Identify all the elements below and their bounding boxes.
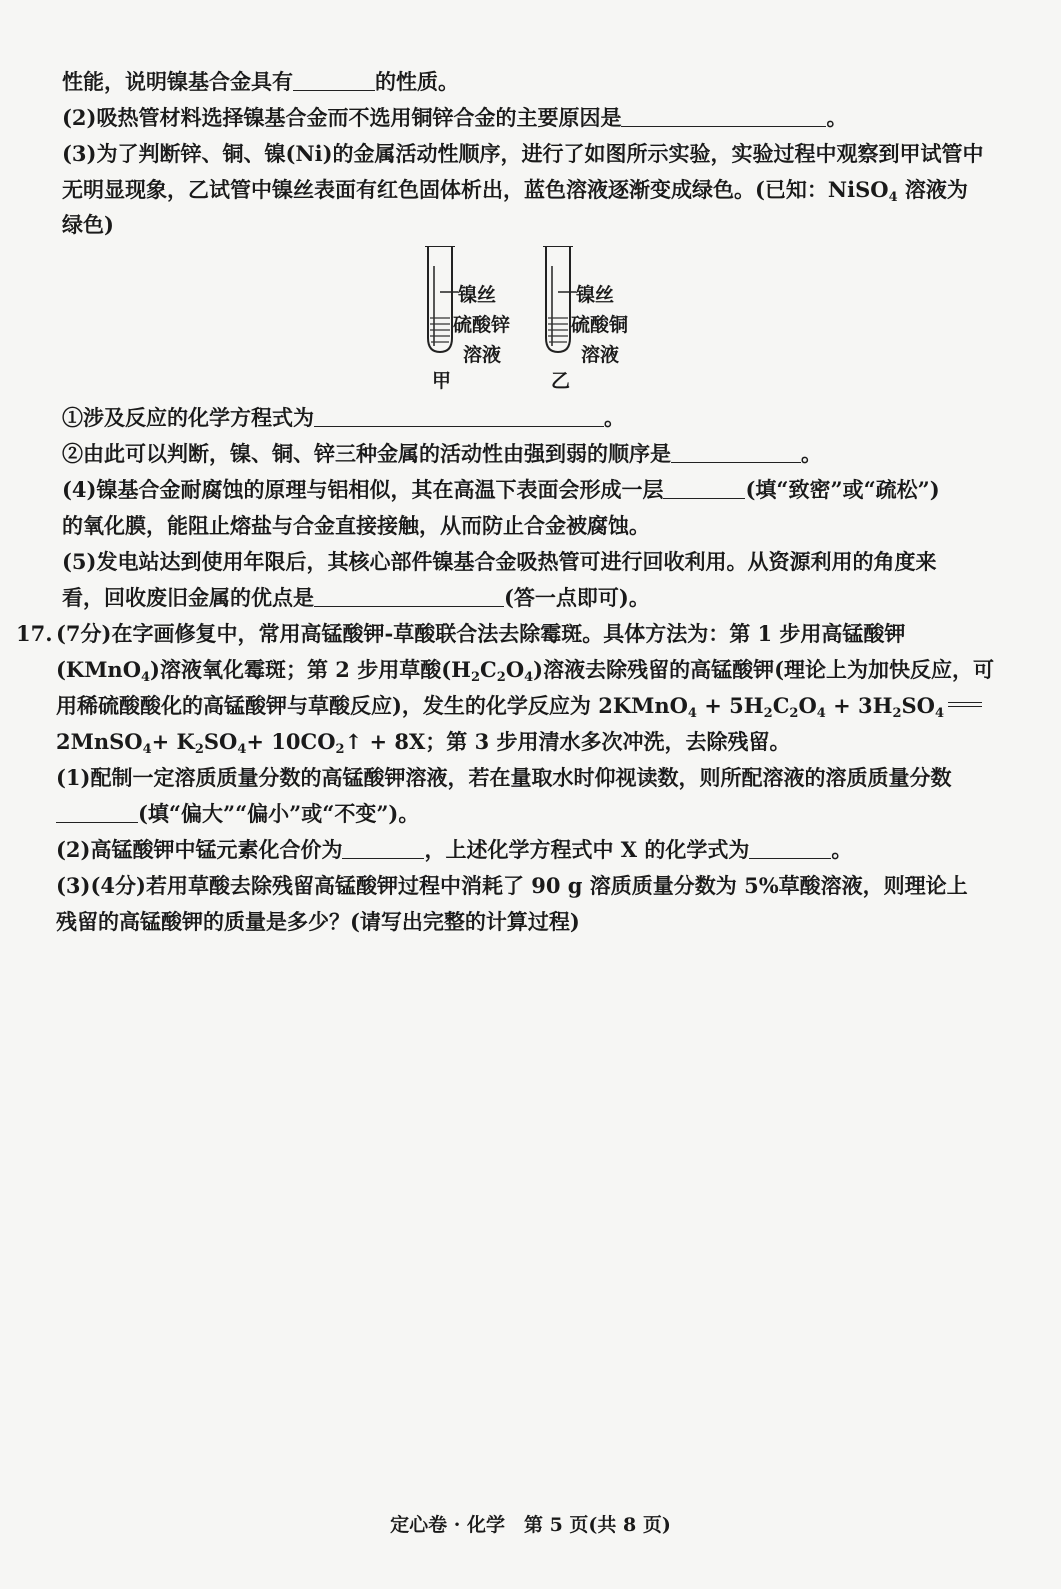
solution-b-hatch	[548, 318, 568, 342]
text-line: 残留的高锰酸钾的质量是多少？(请写出完整的计算过程)	[56, 909, 580, 934]
tube-a-wire-label: 镍丝	[458, 284, 497, 306]
page-footer: 定心卷 · 化学 第 5 页(共 8 页)	[390, 1514, 671, 1536]
text-line: 看，回收废旧金属的优点是 (答一点即可)。	[62, 585, 650, 610]
solution-a-hatch	[430, 318, 450, 342]
tube-b-solution-label: 硫酸铜	[571, 314, 629, 336]
question-17-2: (2)高锰酸钾中锰元素化合价为 ，上述化学方程式中 X 的化学式为 。	[56, 837, 853, 862]
question-3: (3)为了判断锌、铜、镍(Ni)的金属活动性顺序，进行了如图所示实验，实验过程中观察到甲试管中	[62, 141, 984, 166]
question-5: (5)发电站达到使用年限后，其核心部件镍基合金吸热管可进行回收利用。从资源利用的角度来	[62, 549, 937, 574]
question-3-1: ①涉及反应的化学方程式为 。	[62, 405, 625, 430]
text-line: (填“偏大”“偏小”或“不变”)。	[56, 796, 1021, 832]
answer-blank[interactable]	[671, 440, 801, 463]
question-4: (4)镍基合金耐腐蚀的原理与铝相似，其在高温下表面会形成一层 (填“致密”或“疏松”)	[62, 477, 940, 502]
tube-b-solution-label-2: 溶液	[581, 344, 620, 366]
equals-sign	[948, 702, 982, 707]
question-3-2: ②由此可以判断，镍、铜、锌三种金属的活动性由强到弱的顺序是 。	[62, 441, 822, 466]
answer-blank[interactable]	[663, 476, 745, 499]
answer-blank[interactable]	[293, 68, 375, 91]
question-17-3: (3)(4分)若用草酸去除残留高锰酸钾过程中消耗了 90 g 溶质质量分数为 5%草酸溶液，则理论上	[56, 873, 968, 898]
tube-a-solution-label-2: 溶液	[463, 344, 502, 366]
text-line: 的氧化膜，能阻止熔盐与合金直接接触，从而防止合金被腐蚀。	[62, 513, 650, 538]
question-17: (7分)在字画修复中，常用高锰酸钾-草酸联合法去除霉斑。具体方法为：第 1 步用高锰酸钾	[56, 621, 906, 646]
text-line: 性能，说明镍基合金具有 的性质。	[62, 69, 459, 94]
question-17-number: 17.	[16, 621, 53, 646]
answer-blank[interactable]	[621, 104, 826, 127]
answer-blank[interactable]	[314, 584, 504, 607]
text-line: 无明显现象，乙试管中镍丝表面有红色固体析出，蓝色溶液逐渐变成绿色。(已知：NiSO$_4$ 溶液为	[62, 177, 968, 205]
equation-line: 2MnSO$_4$+ $K_2SO_4+$ $10CO_2↑ + 8X$；第 3 步用清水多次冲洗，去除残留。	[56, 729, 791, 757]
tube-a-solution-label: 硫酸锌	[453, 314, 511, 336]
question-2: (2)吸热管材料选择镍基合金而不选用铜锌合金的主要原因是 。	[62, 105, 848, 130]
tube-b-wire-label: 镍丝	[576, 284, 615, 306]
tube-a-name: 甲	[432, 370, 452, 392]
answer-blank[interactable]	[314, 404, 604, 427]
tube-b-name: 乙	[551, 370, 571, 392]
equation-line: 用稀硫酸酸化的高锰酸钾与草酸反应)，发生的化学反应为 2KMnO$_4$ + $5H_2C_2O_4 + 3H_2SO_4$	[56, 688, 1021, 724]
answer-blank[interactable]	[342, 836, 424, 859]
text-line: (KMnO$_4$)溶液氧化霉斑；第 2 步用草酸$(H_2C_2O_4)$溶液去除残留的高锰酸钾(理论上为加快反应，可	[56, 657, 995, 685]
text-line: 绿色)	[62, 212, 114, 237]
answer-blank[interactable]	[749, 836, 831, 859]
answer-blank[interactable]	[56, 800, 138, 823]
test-tube-diagram	[420, 246, 650, 396]
question-17-1: (1)配制一定溶质质量分数的高锰酸钾溶液，若在量取水时仰视读数，则所配溶液的溶质质量分数	[56, 765, 952, 790]
